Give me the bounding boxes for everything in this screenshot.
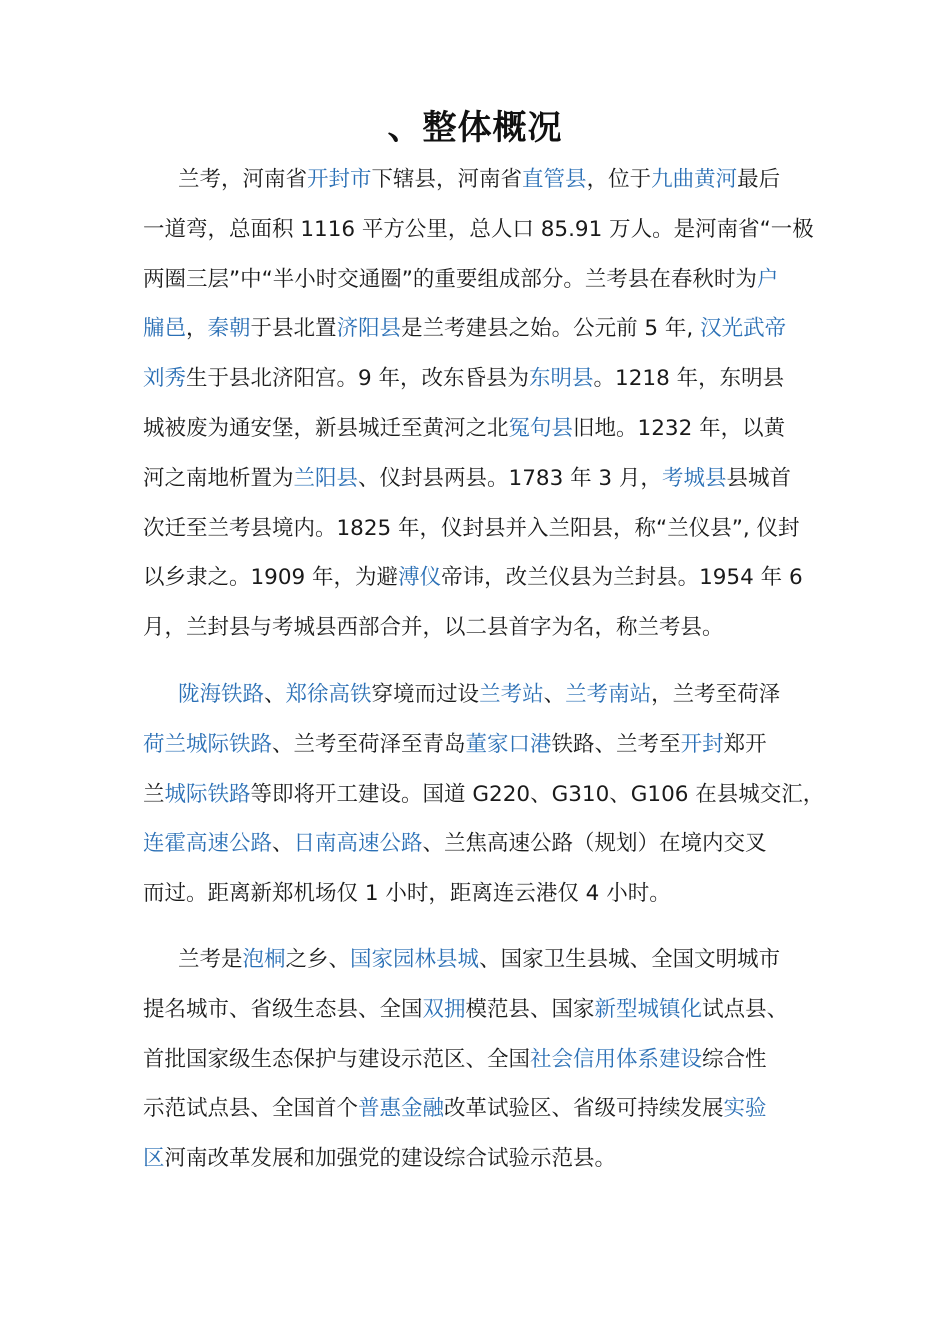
text-run: 以乡隶之。1909 年，为避 bbox=[143, 565, 399, 590]
hyperlink[interactable]: 新型城镇化 bbox=[594, 997, 703, 1022]
text-line bbox=[143, 464, 791, 494]
hyperlink[interactable]: 九曲黄河 bbox=[651, 167, 738, 192]
hyperlink[interactable]: 荷兰城际铁路 bbox=[143, 732, 273, 757]
text-run: 河南改革发展和加强党的建设综合试验示范县。 bbox=[164, 1146, 617, 1171]
text-run: 城被废为通安堡，新县城迁至黄河之北 bbox=[143, 416, 509, 441]
text-run: 是兰考建县之始。公元前 5 年, bbox=[401, 316, 701, 341]
text-line bbox=[178, 945, 780, 975]
text-run: 兰考是 bbox=[178, 947, 243, 972]
text-run: 月，兰封县与考城县西部合并，以二县首字为名，称兰考县。 bbox=[143, 615, 724, 640]
text-run: 、 bbox=[272, 831, 294, 856]
text-line bbox=[143, 414, 785, 444]
hyperlink[interactable]: 董家口港 bbox=[465, 732, 552, 757]
hyperlink[interactable]: 冤句县 bbox=[508, 416, 574, 441]
hyperlink[interactable]: 直管县 bbox=[522, 167, 587, 192]
hyperlink[interactable]: 秦朝 bbox=[207, 316, 251, 341]
text-run: 示范试点县、全国首个 bbox=[143, 1096, 359, 1121]
text-run: 模范县、国家 bbox=[465, 997, 595, 1022]
hyperlink[interactable]: 普惠金融 bbox=[358, 1096, 445, 1121]
hyperlink[interactable]: 刘秀 bbox=[143, 366, 187, 391]
hyperlink[interactable]: 国家园林县城 bbox=[350, 947, 480, 972]
text-line bbox=[143, 514, 800, 544]
text-line bbox=[143, 780, 824, 810]
text-line bbox=[143, 613, 724, 643]
text-line bbox=[143, 1094, 767, 1124]
text-run: 兰考，河南省 bbox=[178, 167, 308, 192]
text-run: 帝讳，改兰仪县为兰封县。1954 年 6 bbox=[441, 565, 803, 590]
text-run: 最后 bbox=[737, 167, 781, 192]
hyperlink[interactable]: 户 bbox=[756, 267, 779, 292]
text-run: 、国家卫生县城、全国文明城市 bbox=[479, 947, 781, 972]
hyperlink[interactable]: 日南高速公路 bbox=[293, 831, 423, 856]
text-line bbox=[143, 829, 767, 859]
text-run: 改革试验区、省级可持续发展 bbox=[444, 1096, 724, 1121]
text-run: 、兰考至荷泽至青岛 bbox=[272, 732, 466, 757]
text-run: 兰 bbox=[143, 782, 165, 807]
text-run: 下辖县，河南省 bbox=[371, 167, 523, 192]
text-run: 。1218 年，东明县 bbox=[593, 366, 785, 391]
text-run: 一道弯，总面积 1116 平方公里，总人口 85.91 万人。是河南省“一极 bbox=[143, 217, 814, 242]
hyperlink[interactable]: 溥仪 bbox=[398, 565, 442, 590]
hyperlink[interactable]: 开封市 bbox=[307, 167, 372, 192]
text-line bbox=[178, 165, 780, 195]
text-run: 河之南地析置为 bbox=[143, 466, 294, 491]
hyperlink[interactable]: 东明县 bbox=[529, 366, 594, 391]
text-run: 综合性 bbox=[702, 1047, 767, 1072]
text-line bbox=[143, 265, 778, 295]
hyperlink[interactable]: 兰阳县 bbox=[293, 466, 359, 491]
text-line bbox=[143, 215, 814, 245]
hyperlink[interactable]: 济阳县 bbox=[336, 316, 402, 341]
text-line bbox=[178, 680, 780, 710]
text-run: 生于县北济阳宫。9 年，改东昏县为 bbox=[186, 366, 530, 391]
text-run: 穿境而过设 bbox=[371, 682, 480, 707]
hyperlink[interactable]: 考城县 bbox=[661, 466, 727, 491]
text-line bbox=[143, 995, 788, 1025]
hyperlink[interactable]: 区 bbox=[143, 1146, 165, 1171]
text-run: 次迁至兰考县境内。1825 年，仪封县并入兰阳县，称“兰仪县”, 仪封 bbox=[143, 516, 800, 541]
hyperlink[interactable]: 郑徐高铁 bbox=[285, 682, 372, 707]
hyperlink[interactable]: 实验 bbox=[723, 1096, 767, 1121]
text-run: 等即将开工建设。国道 G220、G310、G106 在县城交汇， bbox=[250, 782, 825, 807]
hyperlink[interactable]: 社会信用体系建设 bbox=[530, 1047, 703, 1072]
text-line bbox=[143, 1045, 767, 1075]
text-run: 两圈三层”中“半小时交通圈”的重要组成部分。兰考县在春秋时为 bbox=[143, 267, 757, 292]
text-run: 之乡、 bbox=[285, 947, 351, 972]
text-run: 、兰焦高速公路（规划）在境内交叉 bbox=[422, 831, 767, 856]
text-run: ， bbox=[186, 316, 208, 341]
text-run: 、仪封县两县。1783 年 3 月， bbox=[358, 466, 662, 491]
text-run: 旧地。1232 年，以黄 bbox=[573, 416, 786, 441]
page-title: 、整体概况 bbox=[387, 108, 563, 148]
hyperlink[interactable]: 双拥 bbox=[422, 997, 466, 1022]
text-run: 而过。距离新郑机场仅 1 小时，距离连云港仅 4 小时。 bbox=[143, 881, 671, 906]
text-run: 铁路、兰考至 bbox=[551, 732, 681, 757]
text-line bbox=[143, 1144, 616, 1174]
text-run: 首批国家级生态保护与建设示范区、全国 bbox=[143, 1047, 531, 1072]
text-run: 提名城市、省级生态县、全国 bbox=[143, 997, 423, 1022]
text-line bbox=[143, 563, 803, 593]
text-run: 县城首 bbox=[726, 466, 791, 491]
hyperlink[interactable]: 开封 bbox=[680, 732, 724, 757]
text-line bbox=[143, 364, 784, 394]
hyperlink[interactable]: 城际铁路 bbox=[164, 782, 251, 807]
text-line bbox=[143, 730, 767, 760]
text-line bbox=[143, 879, 671, 909]
hyperlink[interactable]: 兰考南站 bbox=[565, 682, 652, 707]
text-run: ，兰考至荷泽 bbox=[651, 682, 781, 707]
hyperlink[interactable]: 泡桐 bbox=[242, 947, 286, 972]
text-run: 、 bbox=[264, 682, 286, 707]
text-run: 于县北置 bbox=[250, 316, 337, 341]
text-line bbox=[143, 314, 786, 344]
text-run: 、 bbox=[543, 682, 566, 707]
hyperlink[interactable]: 兰考站 bbox=[479, 682, 544, 707]
hyperlink[interactable]: 牖邑 bbox=[143, 316, 187, 341]
text-run: 郑开 bbox=[723, 732, 767, 757]
hyperlink[interactable]: 连霍高速公路 bbox=[143, 831, 273, 856]
text-run: 试点县、 bbox=[702, 997, 789, 1022]
hyperlink[interactable]: 汉光武帝 bbox=[700, 316, 787, 341]
hyperlink[interactable]: 陇海铁路 bbox=[178, 682, 265, 707]
text-run: ，位于 bbox=[586, 167, 652, 192]
